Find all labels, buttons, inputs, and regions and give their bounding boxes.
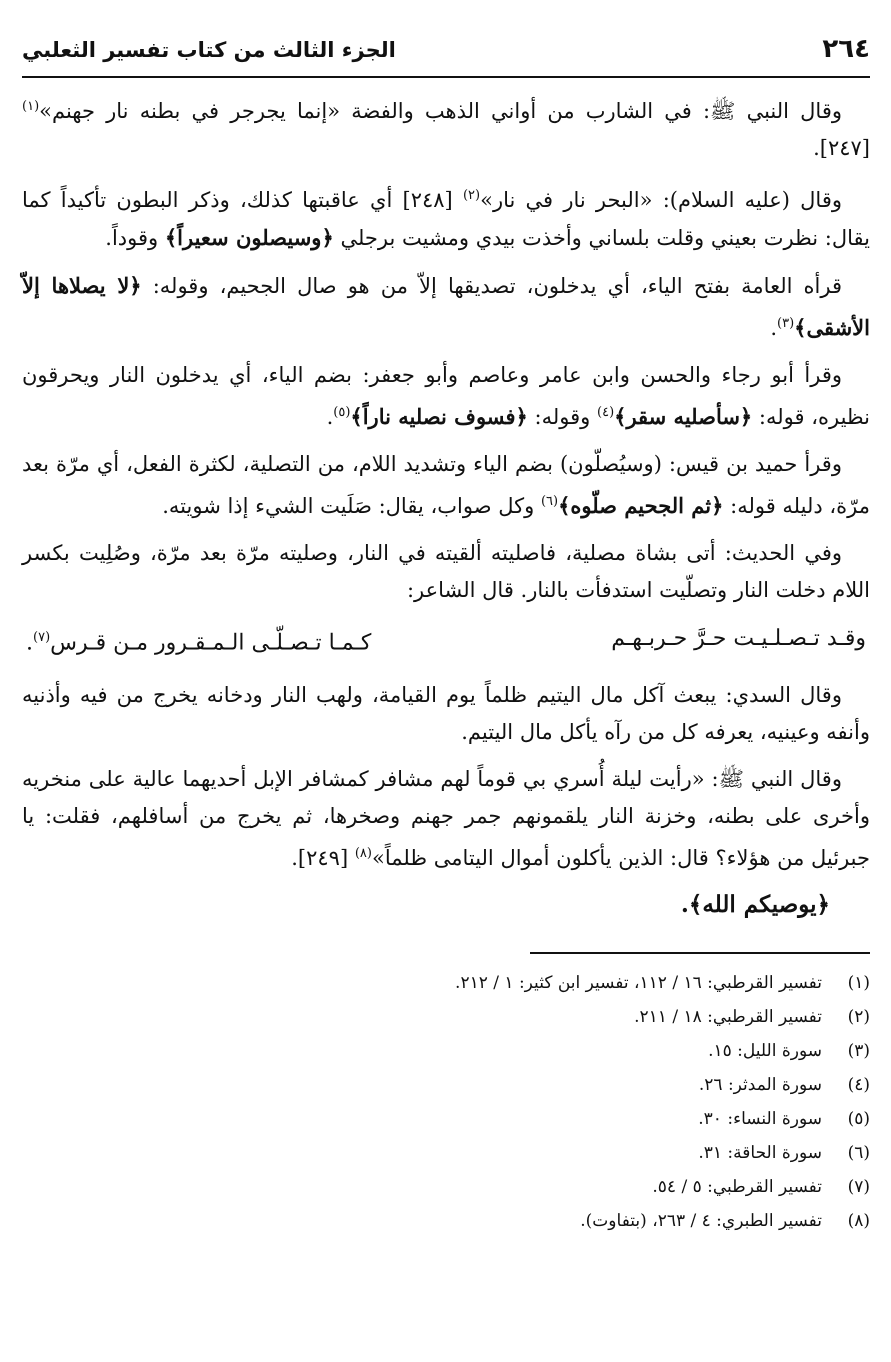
footnote: (٧) تفسير القرطبي: ٥ / ٥٤. (652, 1177, 870, 1198)
footnote-ref: (٤) (597, 405, 615, 420)
footnote: (٣) سورة الليل: ١٥. (708, 1041, 870, 1062)
quran-heading: ﴿يوصيكم الله﴾. (680, 891, 830, 919)
page-body (22, 88, 870, 1238)
footnote-ref: (٧) (33, 630, 51, 645)
page-header (22, 30, 870, 78)
quran-quote: ﴿لا يصلاها إلاّ الأشقى﴾ (22, 273, 870, 340)
paragraph: وفي الحديث: أتى بشاة مصلية، فاصليته ألقيته في النار، وصليته مرّة بعد مرّة، وصُلِيت بكسر اللام دخلت النار وتصلّيت استدفأت بالنار. قال الشاعر: (22, 541, 870, 602)
poetry-verse (22, 619, 870, 663)
footnote-ref: (٥) (333, 405, 351, 420)
footnote: (٥) سورة النساء: ٣٠. (698, 1109, 870, 1130)
paragraph: وقال (عليه السلام): «البحر نار في نار»$^{(٢)}$ [٢٤٨] أي عاقبتها كذلك، وذكر البطون تأكيداً كما يقال: نظرت بعيني وقلت بلساني وأخذت بيدي ومشيت برجلي ﴿وسيصلون سعيراً﴾ وقوداً. (22, 188, 870, 250)
footnote-ref: (١) (22, 99, 40, 114)
page-number: ٢٦٤ (822, 34, 870, 64)
paragraph: وقرأ أبو رجاء والحسن وابن عامر وعاصم وأبو جعفر: بضم الياء، أي يدخلون النار ويحرقون نظيره، قوله: ﴿سأصليه سقر﴾$^{(٤)}$ وقوله: ﴿فسوف نصليه ناراً﴾$^{(٥)}$. (22, 363, 870, 429)
paragraph: قرأه العامة بفتح الياء، أي يدخلون، تصديقها إلاّ من هو صال الجحيم، وقوله: ﴿لا يصلاها إلاّ الأشقى﴾$^{(٣)}$. (22, 273, 870, 340)
footnotes (22, 966, 870, 1238)
paragraph: وقال النبي ﷺ: في الشارب من أواني الذهب والفضة «إنما يجرجر في بطنه نار جهنم»$^{(١)}$ [٢٤٧]. (22, 99, 870, 160)
paragraph: وقرأ حميد بن قيس: (وسيُصلّون) بضم الياء وتشديد اللام، من التصلية، لكثرة الفعل، أي مرّة بعد مرّة، دليله قوله: ﴿ثم الجحيم صلّوه﴾$^{(٦)}$ وكل صواب، يقال: صَلَيت الشيء إذا شويته. (22, 452, 870, 518)
quran-quote: ﴿فسوف نصليه ناراً﴾ (350, 404, 528, 429)
book-page (22, 30, 870, 1350)
quran-quote: ﴿وسيصلون سعيراً﴾ (164, 225, 334, 250)
footnote: (٦) سورة الحاقة: ٣١. (698, 1143, 870, 1164)
footnote: (١) تفسير القرطبي: ١٦ / ١١٢، تفسير ابن كثير: ١ / ٢١٢. (455, 973, 870, 994)
footnote-ref: (٨) (354, 846, 372, 862)
footnote-divider (530, 952, 870, 954)
quran-quote: ﴿سأصليه سقر﴾ (614, 404, 753, 429)
footnote: (٨) تفسير الطبري: ٤ / ٢٦٣، (بتفاوت). (580, 1211, 870, 1232)
footnote-ref: (٣) (777, 316, 795, 331)
footnote-ref: (٢) (462, 188, 481, 203)
paragraph: وقال النبي ﷺ: «رأيت ليلة أُسري بي قوماً لهم مشافر كمشافر الإبل أحديهما عالية على منخريه وأخرى على بطنه، وخزنة النار يلقمونهم جمر جهنم وصخرها، ثم يخرج من أسافلهم، فقلت: يا جبرئيل من هؤلاء؟ قال: الذين يأكلون أموال اليتامى ظلماً»$^{(٨)}$ [٢٤٩]. (22, 767, 870, 871)
running-title: الجزء الثالث من كتاب تفسير الثعلبي (22, 38, 396, 62)
quran-quote: ﴿ثم الجحيم صلّوه﴾ (558, 493, 724, 518)
paragraph: وقال السدي: يبعث آكل مال اليتيم ظلماً يوم القيامة، ولهب النار ودخانه يخرج من فيه وأذنيه وأنفه وعينيه، يعرفه كل من رآه يأكل مال اليتيم. (22, 683, 870, 745)
footnote: (٢) تفسير القرطبي: ١٨ / ٢١١. (634, 1007, 870, 1028)
footnote: (٤) سورة المدثر: ٢٦. (698, 1075, 870, 1096)
verse-second-hemistich: كـمـا تـصـلّـى الـمـقـرور مـن قـرس$^{(٧)}$. (26, 630, 372, 656)
footnote-ref: (٦) (540, 494, 559, 509)
verse-first-hemistich: وقـد تـصـلـيـت حـرَّ حـربـهـم (611, 626, 866, 651)
